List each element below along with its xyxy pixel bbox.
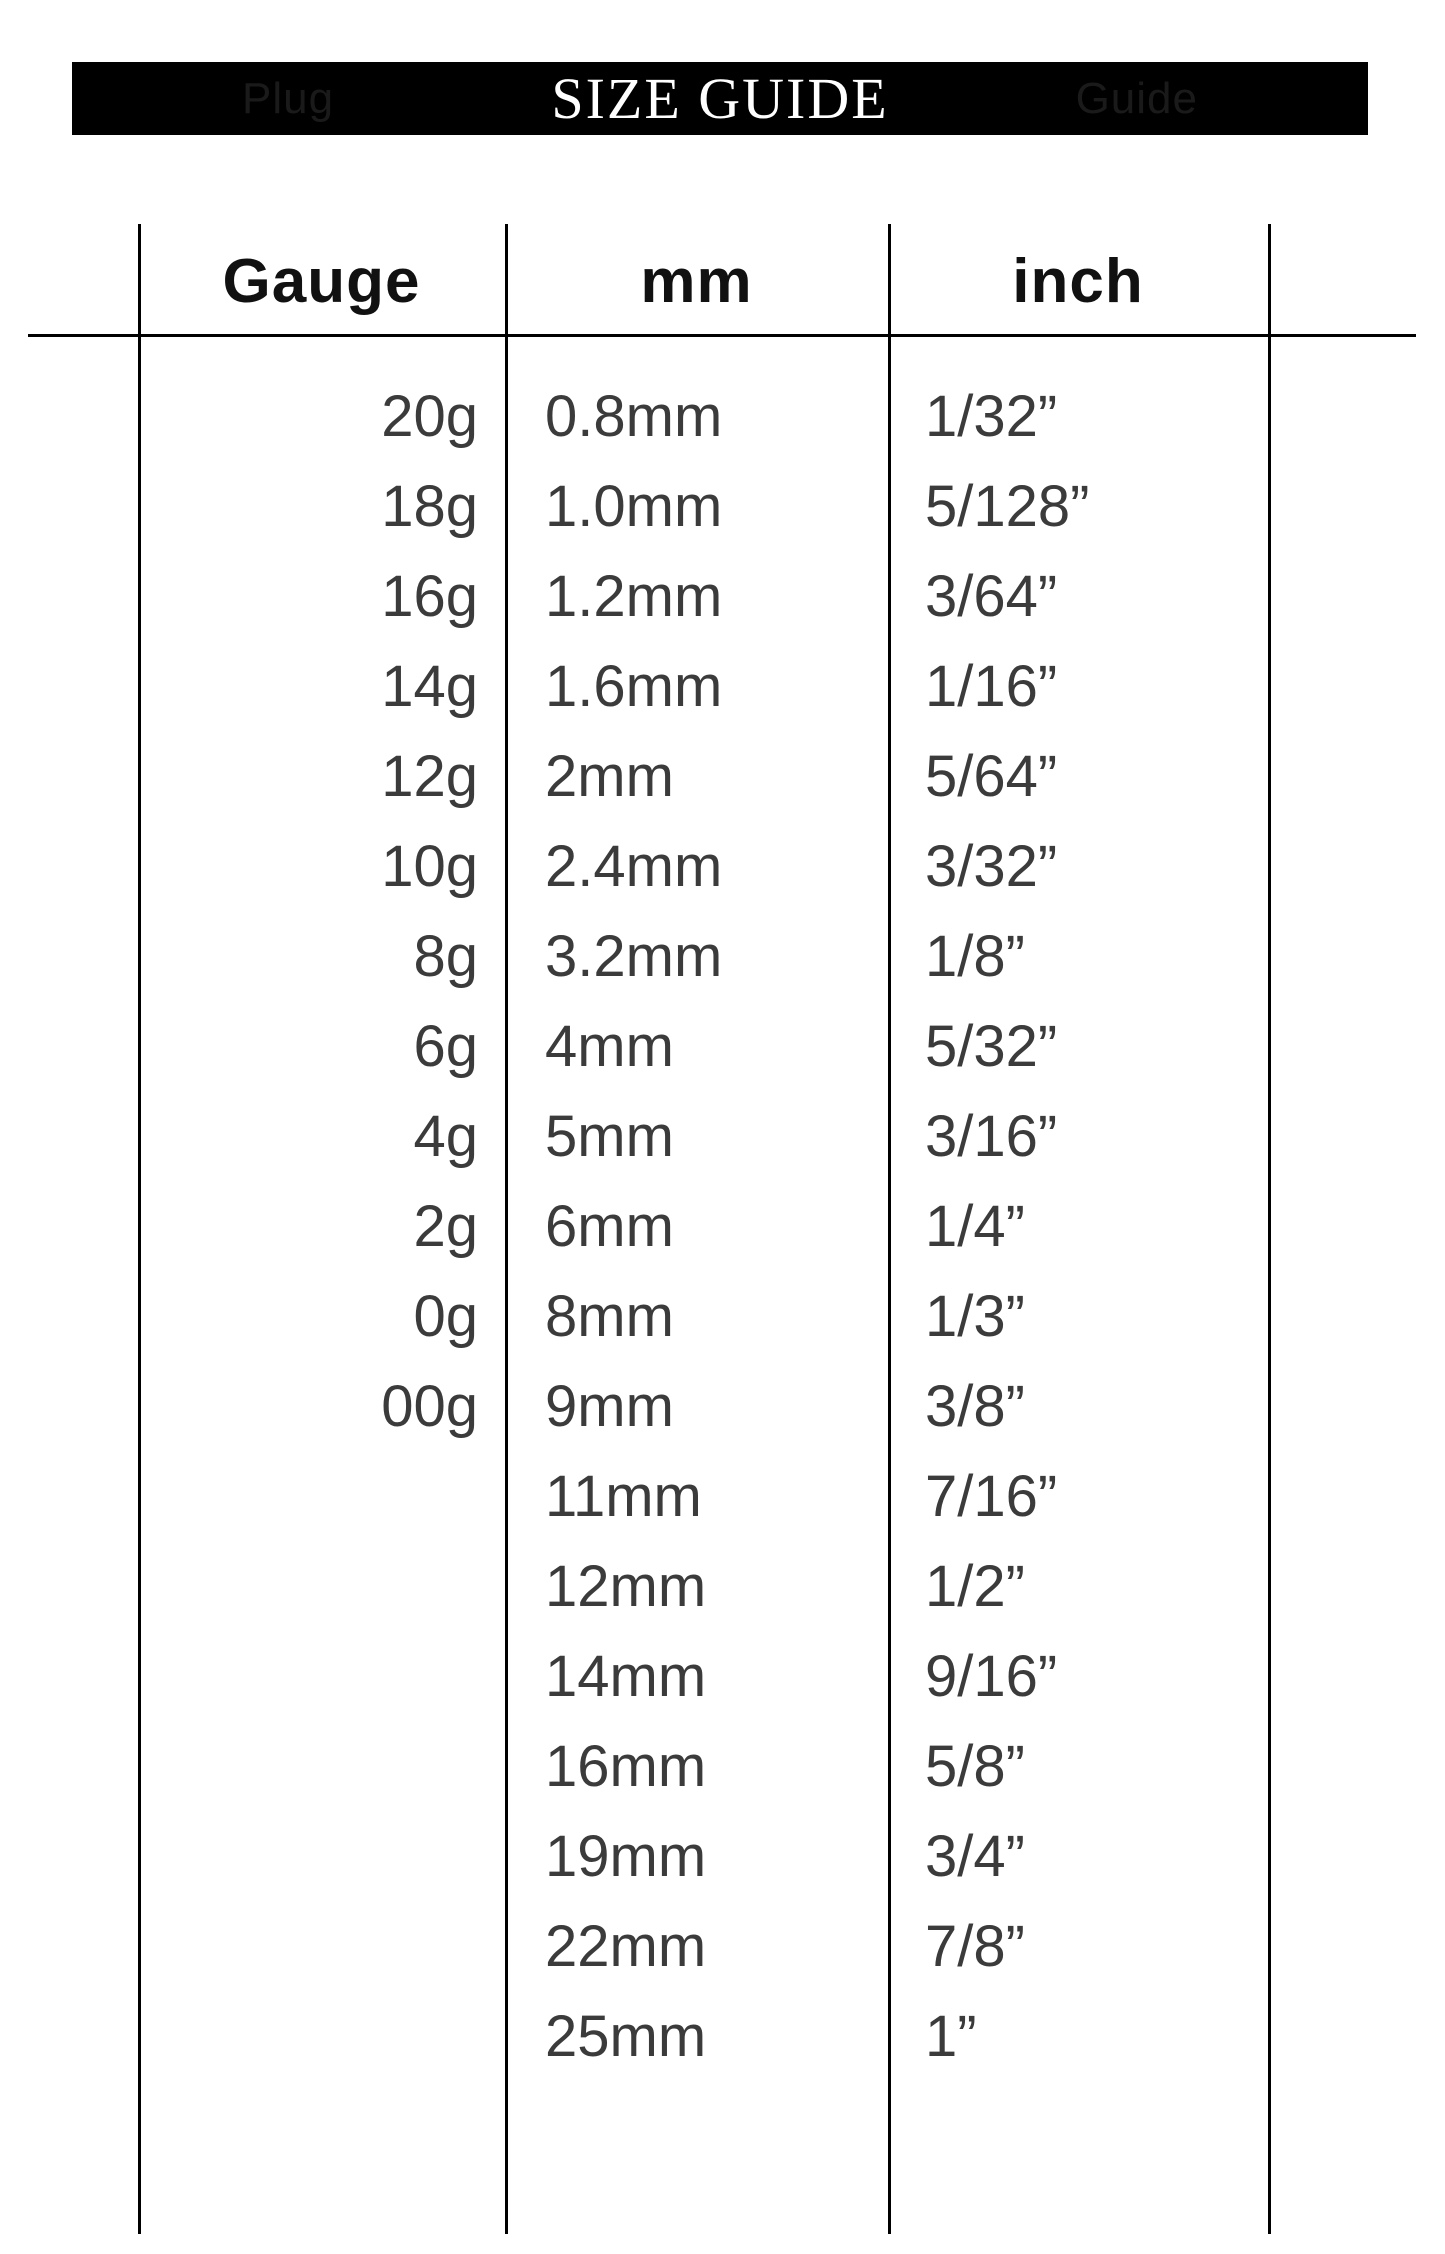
table-header-rule bbox=[28, 334, 1416, 337]
mm-cell: 16mm bbox=[545, 1734, 707, 1799]
mm-cell: 6mm bbox=[545, 1194, 674, 1259]
inch-cell: 1/4” bbox=[925, 1194, 1025, 1259]
mm-cell: 9mm bbox=[545, 1374, 674, 1439]
banner-ghost-left: Plug bbox=[242, 73, 335, 123]
page-title: SIZE GUIDE bbox=[551, 66, 889, 131]
inch-cell: 1/3” bbox=[925, 1284, 1025, 1349]
column-header-gauge: Gauge bbox=[222, 247, 421, 316]
banner-ghost-right: Guide bbox=[1075, 73, 1198, 123]
inch-cell: 3/16” bbox=[925, 1104, 1058, 1169]
table-header-row bbox=[0, 222, 1445, 332]
inch-cell: 3/64” bbox=[925, 564, 1058, 629]
inch-cell: 1/32” bbox=[925, 384, 1058, 449]
gauge-cell: 8g bbox=[413, 924, 478, 989]
inch-cell: 5/32” bbox=[925, 1014, 1058, 1079]
inch-cell: 1/2” bbox=[925, 1554, 1025, 1619]
gauge-cell: 14g bbox=[381, 654, 478, 719]
mm-cell: 2mm bbox=[545, 744, 674, 809]
column-inch-values bbox=[925, 372, 1255, 2082]
gauge-cell: 6g bbox=[413, 1014, 478, 1079]
mm-cell: 3.2mm bbox=[545, 924, 723, 989]
mm-cell: 12mm bbox=[545, 1554, 707, 1619]
mm-cell: 8mm bbox=[545, 1284, 674, 1349]
inch-cell: 3/32” bbox=[925, 834, 1058, 899]
gauge-cell: 10g bbox=[381, 834, 478, 899]
table-divider-gauge-mm bbox=[505, 224, 508, 2234]
mm-cell: 4mm bbox=[545, 1014, 674, 1079]
inch-cell: 5/8” bbox=[925, 1734, 1025, 1799]
column-header-inch: inch bbox=[1012, 247, 1144, 316]
gauge-cell: 4g bbox=[413, 1104, 478, 1169]
mm-cell: 5mm bbox=[545, 1104, 674, 1169]
title-banner bbox=[72, 62, 1368, 135]
mm-cell: 19mm bbox=[545, 1824, 707, 1889]
mm-cell: 0.8mm bbox=[545, 384, 723, 449]
inch-cell: 5/128” bbox=[925, 474, 1090, 539]
inch-cell: 7/16” bbox=[925, 1464, 1058, 1529]
mm-cell: 11mm bbox=[545, 1464, 702, 1529]
mm-cell: 14mm bbox=[545, 1644, 707, 1709]
mm-cell: 1.0mm bbox=[545, 474, 723, 539]
inch-cell: 7/8” bbox=[925, 1914, 1025, 1979]
gauge-cell: 16g bbox=[381, 564, 478, 629]
inch-cell: 1/8” bbox=[925, 924, 1025, 989]
table-divider-right bbox=[1268, 224, 1271, 2234]
mm-cell: 2.4mm bbox=[545, 834, 723, 899]
gauge-cell: 12g bbox=[381, 744, 478, 809]
gauge-cell: 2g bbox=[413, 1194, 478, 1259]
mm-cell: 1.6mm bbox=[545, 654, 723, 719]
mm-cell: 25mm bbox=[545, 2004, 707, 2069]
gauge-cell: 00g bbox=[381, 1374, 478, 1439]
column-header-mm: mm bbox=[640, 247, 753, 316]
inch-cell: 3/4” bbox=[925, 1824, 1025, 1889]
table-divider-mm-inch bbox=[888, 224, 891, 2234]
inch-cell: 1/16” bbox=[925, 654, 1058, 719]
column-mm-values bbox=[545, 372, 875, 2082]
mm-cell: 1.2mm bbox=[545, 564, 723, 629]
gauge-cell: 0g bbox=[413, 1284, 478, 1349]
inch-cell: 9/16” bbox=[925, 1644, 1058, 1709]
mm-cell: 22mm bbox=[545, 1914, 707, 1979]
gauge-cell: 18g bbox=[381, 474, 478, 539]
inch-cell: 5/64” bbox=[925, 744, 1058, 809]
column-gauge-values bbox=[138, 372, 478, 1452]
gauge-cell: 20g bbox=[381, 384, 478, 449]
inch-cell: 3/8” bbox=[925, 1374, 1025, 1439]
inch-cell: 1” bbox=[925, 2004, 977, 2069]
